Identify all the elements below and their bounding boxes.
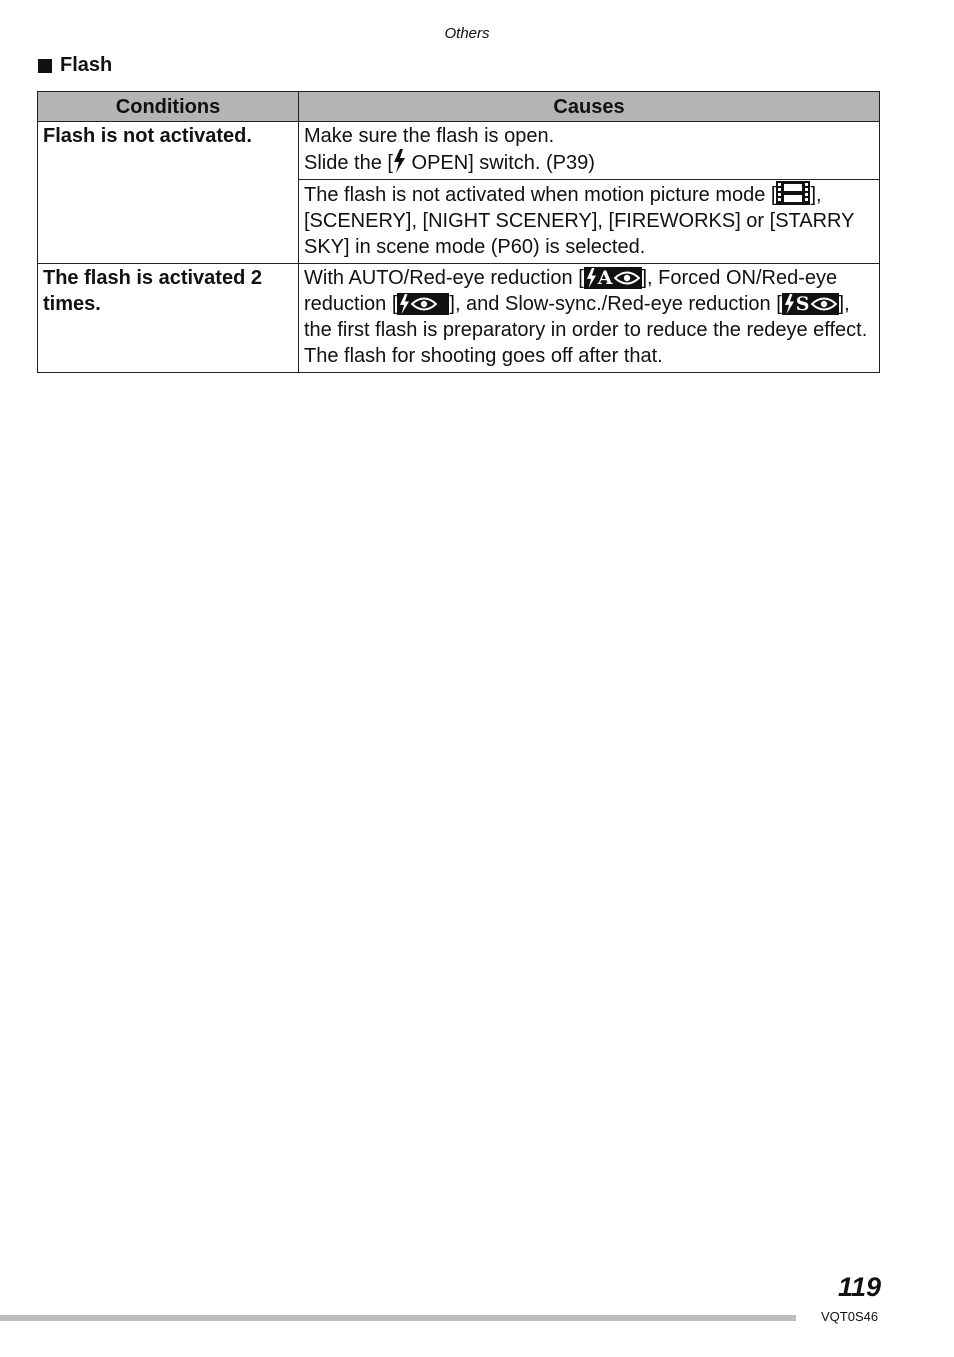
table-row bbox=[38, 264, 880, 373]
table-row bbox=[38, 122, 880, 180]
column-header-conditions: Conditions bbox=[38, 92, 299, 122]
page-number: 119 bbox=[838, 1272, 882, 1302]
red-eye-icon bbox=[614, 270, 640, 286]
black-square-icon bbox=[38, 59, 52, 73]
cause-line: Make sure the flash is open. bbox=[304, 125, 555, 147]
flash-forced-red-eye-icon bbox=[397, 293, 449, 315]
red-eye-icon bbox=[411, 296, 437, 312]
slow-icon-letter: S bbox=[795, 293, 810, 315]
section-title-text: Flash bbox=[60, 54, 113, 76]
cause-cell bbox=[299, 122, 880, 180]
motion-picture-icon bbox=[776, 181, 810, 205]
troubleshooting-table bbox=[37, 91, 880, 373]
running-header: Others bbox=[444, 25, 490, 42]
flash-bolt-icon bbox=[393, 149, 406, 173]
flash-bolt-icon bbox=[399, 294, 410, 314]
flash-auto-red-eye-icon bbox=[584, 267, 642, 289]
table-header-row bbox=[38, 92, 880, 122]
condition-cell: Flash is not activated. bbox=[38, 122, 299, 264]
cause-cell: With AUTO/Red-eye reduction [ A ], Forced ON/Red-eye reduction [ ], and Slow-sync./Red-eye reduction [ S ], the first flash is preparatory in order to reduce the redeye effect. The flash for shooting goes off after that. bbox=[299, 264, 880, 373]
auto-icon-letter: A bbox=[597, 267, 613, 289]
red-eye-icon bbox=[811, 296, 837, 312]
cause-cell: The flash is not activated when motion picture mode [ ], [SCENERY], [NIGHT SCENERY], [FIREWORKS] or [STARRY SKY] in scene mode (P60) is selected. bbox=[299, 180, 880, 264]
flash-slow-sync-red-eye-icon bbox=[782, 293, 839, 315]
document-code: VQT0S46 bbox=[821, 1309, 879, 1324]
condition-cell: The flash is activated 2 times. bbox=[38, 264, 299, 373]
column-header-causes: Causes bbox=[299, 92, 880, 122]
footer-divider bbox=[0, 1315, 796, 1321]
flash-bolt-icon bbox=[784, 294, 795, 314]
cause-line: Slide the [ OPEN] switch. (P39) bbox=[304, 149, 874, 176]
flash-bolt-icon bbox=[586, 268, 597, 288]
section-title bbox=[38, 54, 112, 77]
